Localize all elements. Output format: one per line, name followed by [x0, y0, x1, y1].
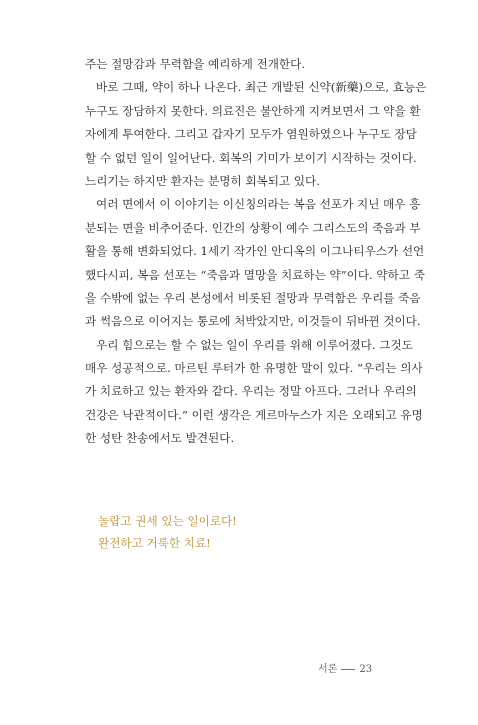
text-line: 여러 면에서 이 이야기는 이신칭의라는 복음 선포가 지닌 매우 흥 — [96, 197, 421, 212]
text-line: 분되는 면을 비추어준다. 인간의 상황이 예수 그리스도의 죽음과 부 — [85, 220, 421, 235]
text-line: 했다시피, 복음 선포는 “죽음과 멸망을 치료하는 약”이다. 약하고 죽 — [85, 267, 425, 282]
text-line: 과 썩음으로 이어지는 통로에 처박았지만, 이것들이 뒤바뀐 것이다. — [85, 314, 421, 329]
text-line: 가 치료하고 있는 환자와 같다. 우리는 정말 아프다. 그러나 우리의 — [85, 384, 417, 399]
text-line: 자에게 투여한다. 그리고 갑자기 모두가 염원하였으나 누구도 장담 — [85, 127, 417, 142]
text-line: 우리 힘으로는 할 수 없는 일이 우리를 위해 이루어졌다. 그것도 — [96, 337, 413, 352]
text-line: 활을 통해 변화되었다. 1세기 작가인 안디옥의 이그나티우스가 선언 — [85, 244, 425, 259]
text-line: 바로 그때, 약이 하나 나온다. 최근 개발된 신약(新藥)으로, 효능은 — [96, 80, 427, 95]
page-number: 23 — [359, 664, 373, 675]
text-line: 느리기는 하지만 환자는 분명히 회복되고 있다. — [85, 173, 320, 188]
text-line: 한 성탄 찬송에서도 발견된다. — [85, 431, 235, 446]
text-line: 매우 성공적으로. 마르틴 루터가 한 유명한 말이 있다. “우리는 의사 — [85, 361, 423, 376]
section-name: 서론 — [318, 664, 338, 675]
body-text — [85, 53, 427, 451]
text-line: 할 수 없던 일이 일어난다. 회복의 기미가 보이기 시작하는 것이다. — [85, 150, 417, 165]
quote-line: 완전하고 거룩한 치료! — [98, 536, 211, 550]
text-line: 건강은 낙관적이다.” 이런 생각은 게르마누스가 지은 오래되고 유명 — [85, 407, 423, 422]
footer-dash — [341, 669, 355, 670]
page-footer — [318, 663, 408, 677]
text-line: 을 수밖에 없는 우리 본성에서 비롯된 절망과 무력함은 우리를 죽음 — [85, 290, 421, 305]
text-line: 누구도 장담하지 못한다. 의료진은 불안하게 지켜보면서 그 약을 환 — [85, 103, 421, 118]
text-line: 주는 절망감과 무력함을 예리하게 전개한다. — [85, 57, 306, 71]
quote-line: 놀랍고 권세 있는 일이로다! — [98, 514, 237, 528]
